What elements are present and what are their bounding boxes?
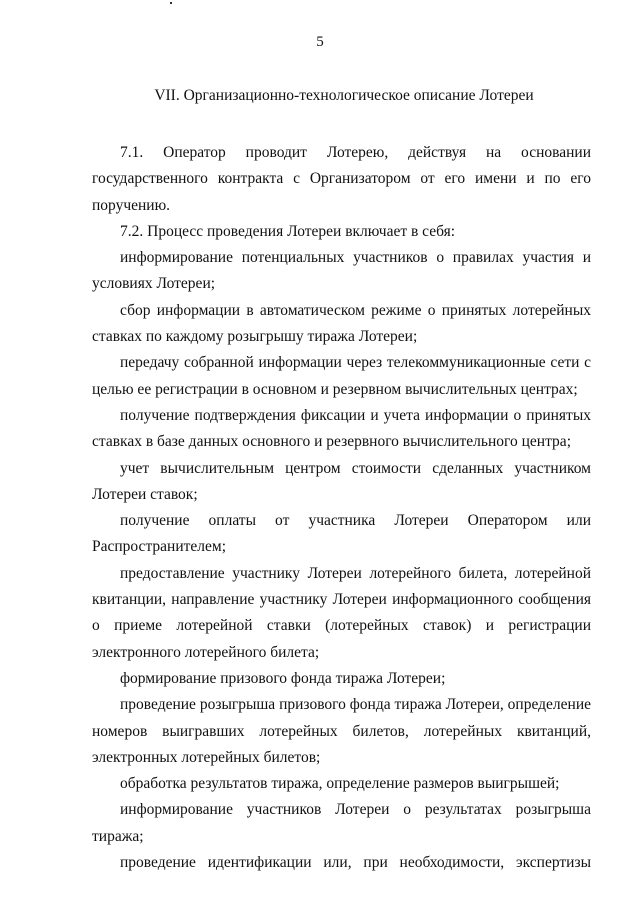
list-item: информирование потенциальных участников о правилах участия и условиях Лотереи;: [92, 249, 591, 293]
body-text: [92, 140, 591, 876]
paragraph-7-2: 7.2. Процесс проведения Лотереи включает в себя:: [120, 222, 456, 240]
list-item: обработка результатов тиража, определение размеров выигрышей;: [120, 775, 560, 793]
list-item: получение подтверждения фиксации и учета информации о принятых ставках в базе данных основного и резервного вычислительного центра;: [92, 406, 591, 451]
list-item: сбор информации в автоматическом режиме о принятых лотерейных ставках по каждому розыгрышу тиража Лотереи;: [92, 301, 591, 346]
list-item: получение оплаты от участника Лотереи Оператором или Распространителем;: [92, 512, 591, 556]
list-item: учет вычислительным центром стоимости сделанных участником Лотереи ставок;: [92, 459, 591, 503]
scan-speck: [170, 2, 172, 4]
paragraph-7-1: 7.1. Оператор проводит Лотерею, действуя на основании государственного контракта с Организатором от его имени и по его поручению.: [92, 144, 591, 214]
list-item: проведение идентификации или, при необходимости, экспертизы: [120, 854, 591, 872]
list-item: проведение розыгрыша призового фонда тиража Лотереи, определение номеров выигравших лотерейных билетов, лотерейных квитанций, электронных лотерейных билетов;: [92, 696, 591, 766]
list-item: информирование участников Лотереи о результатах розыгрыша тиража;: [92, 801, 591, 845]
section-heading: VII. Организационно-технологическое описание Лотереи: [154, 87, 534, 104]
list-item: формирование призового фонда тиража Лотереи;: [120, 669, 446, 687]
list-item: передачу собранной информации через телекоммуникационные сети с целью ее регистрации в основном и резервном вычислительных центрах;: [92, 354, 591, 398]
page-number: 5: [316, 34, 324, 50]
list-item: предоставление участнику Лотереи лотерейного билета, лотерейной квитанции, направление участнику Лотереи информационного сообщения о приеме лотерейной ставки (лотерейных ставок) и регистрации электронного лотерейного билета;: [92, 564, 591, 661]
